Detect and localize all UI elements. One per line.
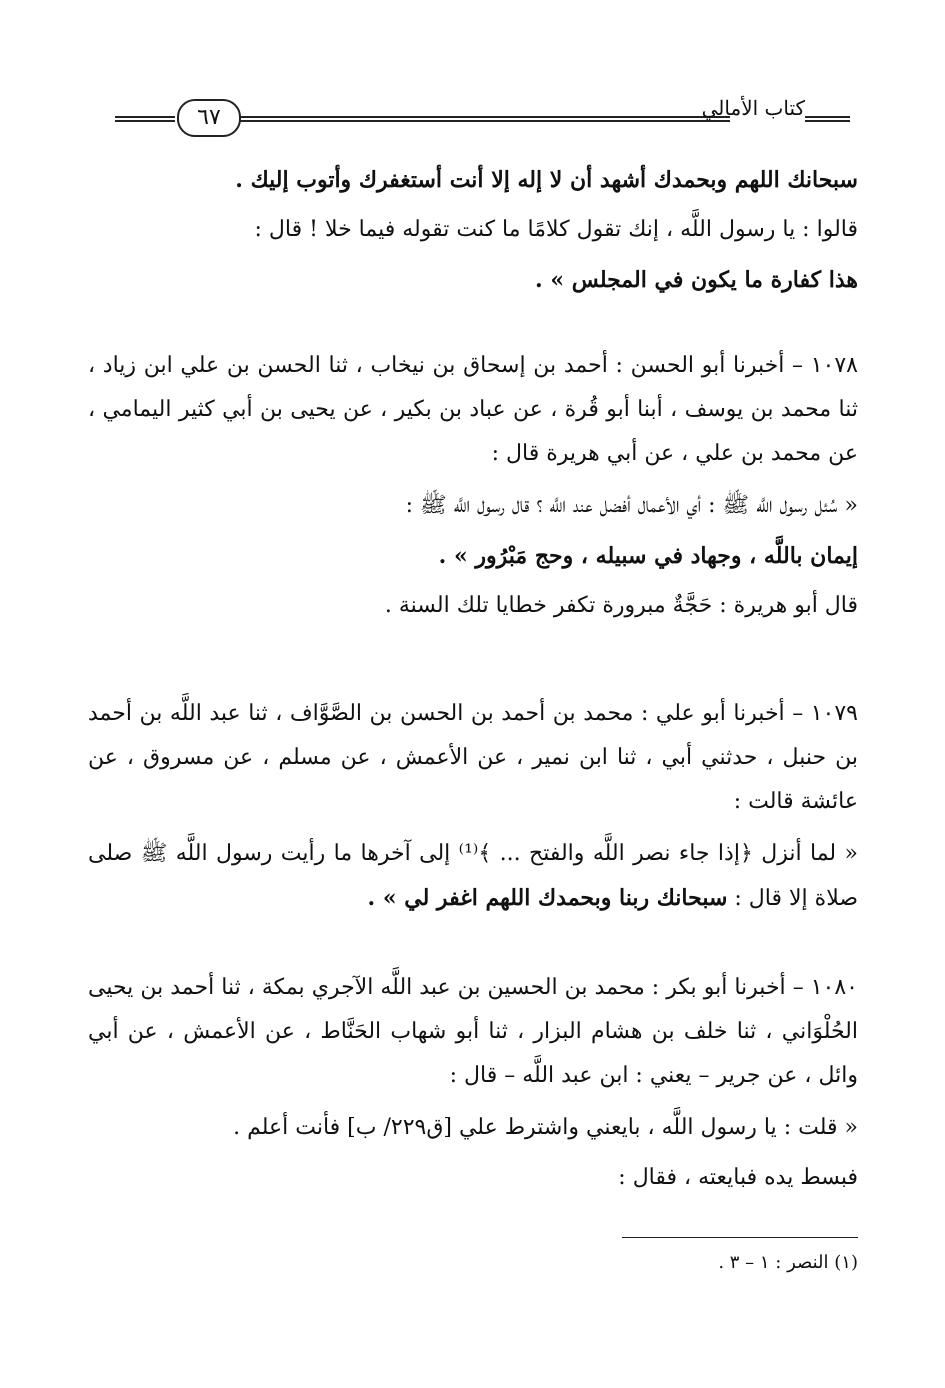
isnad-1080: ١٠٨٠ – أخبرنا أبو بكر : محمد بن الحسين بن عبد اللَّه الآجري بمكة ، ثنا أحمد بن يحيى الحُلْوَاني ، ثنا خلف بن هشام البزار ، ثنا أبو شهاب الحَنَّاط ، عن الأعمش ، عن أبي وائل ، عن جرير – يعني : ابن عبد اللَّه – قال : xyxy=(88,975,858,1088)
matn-1080: « قلت : يا رسول اللَّه ، بايعني واشترط علي [ق٢٢٩/ ب] فأنت أعلم . xyxy=(233,1115,858,1140)
hadith-1080 xyxy=(88,966,858,1200)
paragraph-kaffara: هذا كفارة ما يكون في المجلس » . xyxy=(535,267,858,293)
matn-1080-continued: فبسط يده فبايعته ، فقال : xyxy=(618,1165,858,1190)
text-block-1 xyxy=(88,158,858,302)
matn-1079-text: « لما أنزل ﴿إذا جاء نصر اللَّه والفتح ... ﴾⁽¹⁾ إلى آخرها ما رأيت رسول اللَّه ﷺ صلى صلاة إلا قال : xyxy=(88,841,858,911)
isnad-1078: ١٠٧٨ – أخبرنا أبو الحسن : أحمد بن إسحاق بن نيخاب ، ثنا الحسن بن علي ابن زياد ، ثنا محمد بن يوسف ، أبنا أبو قُرة ، عن عباد بن بكير ، عن يحيى بن أبي كثير اليمامي ، عن محمد بن علي ، عن أبي هريرة قال : xyxy=(88,353,858,466)
book-title: كتاب الأمالي xyxy=(701,96,805,120)
matn-1079-dua: سبحانك ربنا وبحمدك اللهم اغفر لي » . xyxy=(367,885,728,911)
paragraph-closing-dua: سبحانك اللهم وبحمدك أشهد أن لا إله إلا أنت أستغفرك وأتوب إليك . xyxy=(235,167,858,193)
page-number: ٦٧ xyxy=(177,99,241,137)
footnote-rule xyxy=(622,1237,858,1238)
footnote: (١) النصر : ١ – ٣ . xyxy=(718,1252,858,1273)
header-rule-left xyxy=(115,116,175,122)
header-rule-middle xyxy=(240,116,730,122)
abu-hurayra-comment: قال أبو هريرة : حَجَّةٌ مبرورة تكفر خطايا تلك السنة . xyxy=(384,593,858,618)
isnad-1079: ١٠٧٩ – أخبرنا أبو علي : محمد بن أحمد بن الحسن بن الصَّوَّاف ، ثنا عبد اللَّه بن أحمد بن حنبل ، حدثني أبي ، ثنا ابن نمير ، عن الأعمش ، عن مسلم ، عن مسروق ، عن عائشة قالت : xyxy=(88,701,858,814)
answer-1078: إيمان باللَّه ، وجهاد في سبيله ، وحج مَبْرُور » . xyxy=(438,543,858,569)
paragraph-qalu: قالوا : يا رسول اللَّه ، إنك تقول كلامًا ما كنت تقوله فيما خلا ! قال : xyxy=(254,217,858,242)
matn-1079 xyxy=(88,832,858,921)
page-header xyxy=(115,92,850,144)
hadith-1078 xyxy=(88,344,858,628)
hadith-1079 xyxy=(88,692,858,921)
header-rule-right xyxy=(805,116,850,122)
matn-1078: « سُئل رسول اللَّه ﷺ : أي الأعمال أفضل عند اللَّه ؟ قال رسول اللَّه ﷺ : xyxy=(405,493,858,518)
